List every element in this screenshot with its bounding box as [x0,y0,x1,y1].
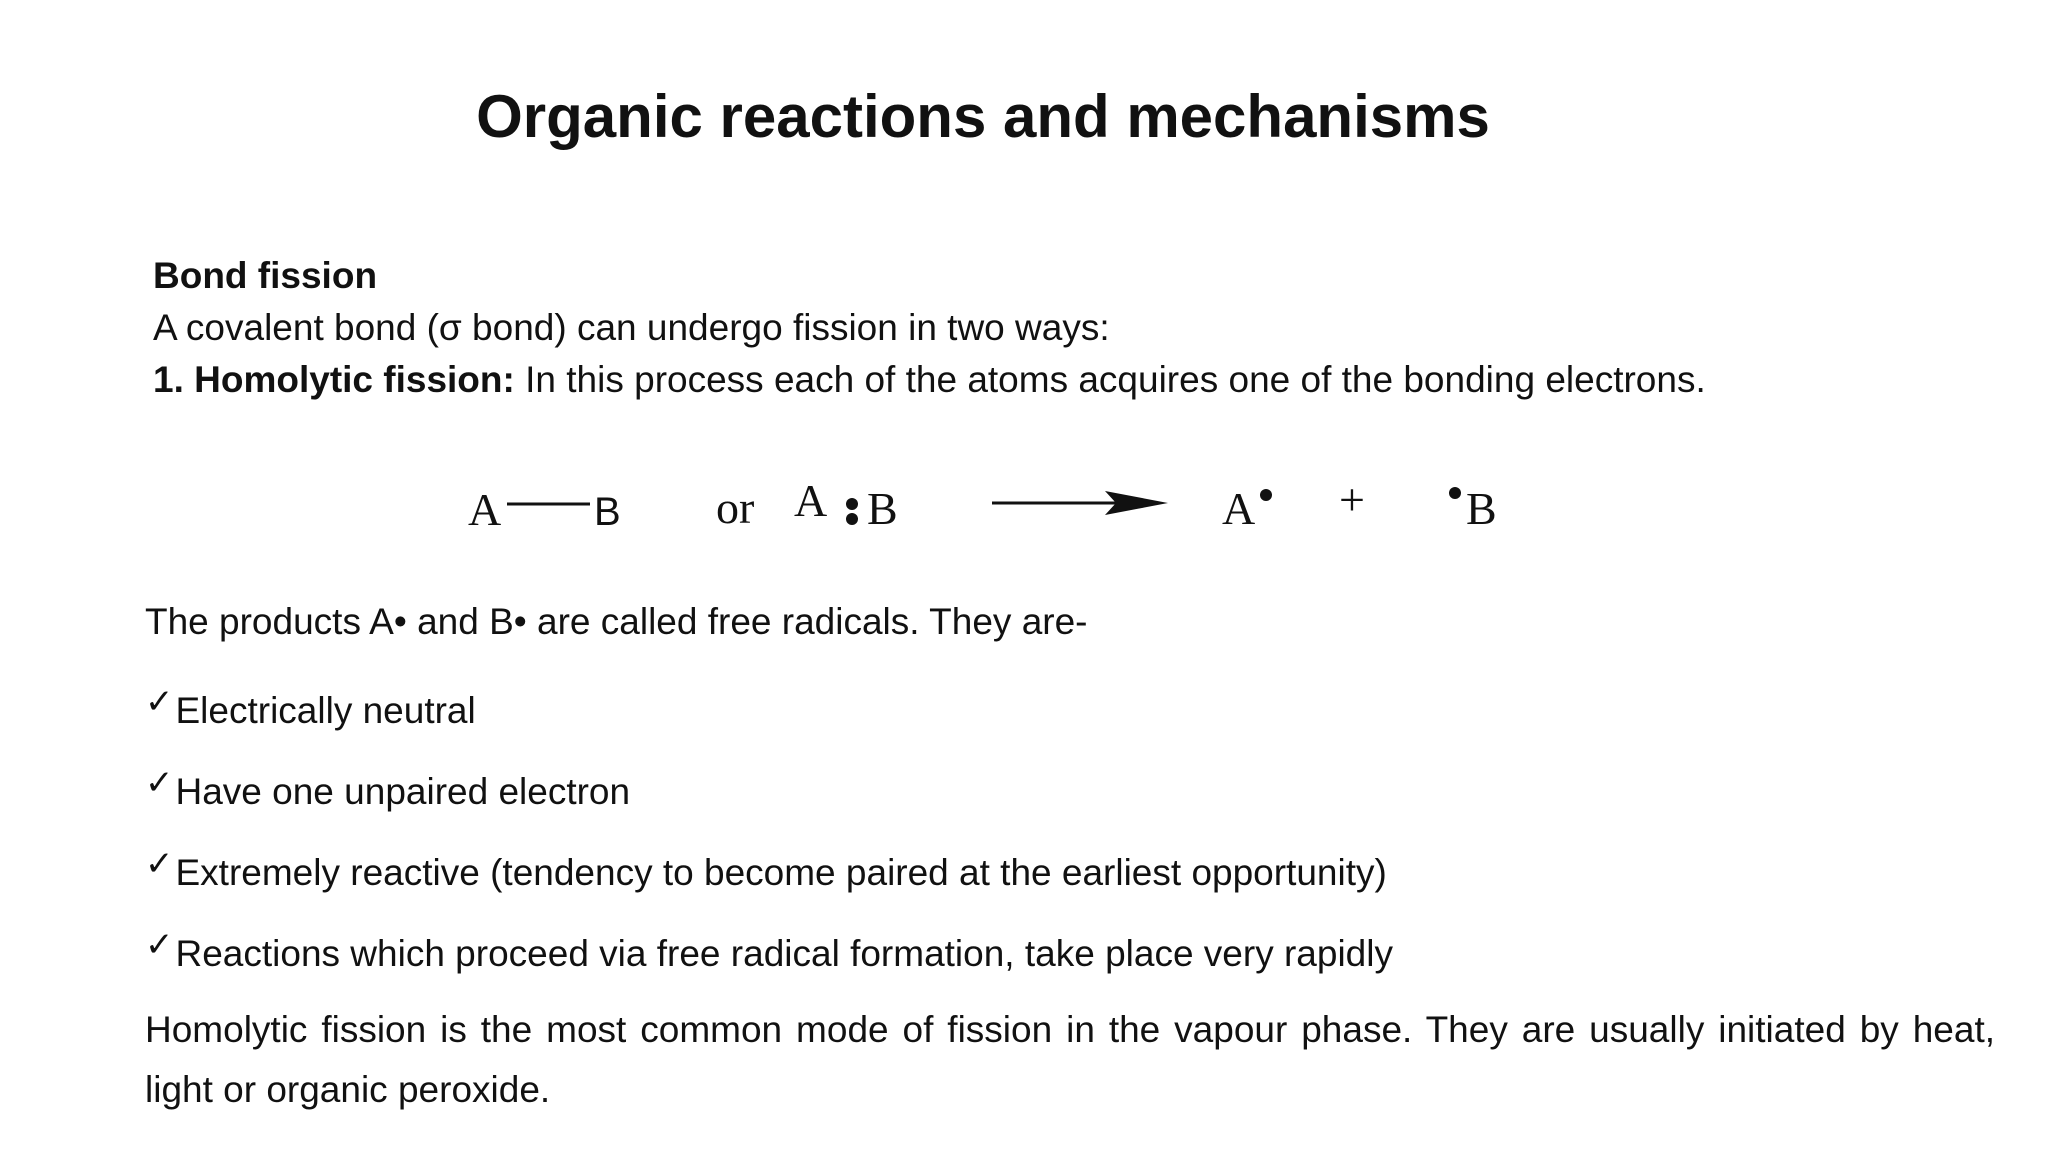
property-item [145,838,1387,899]
check-icon: ✓ [145,845,174,883]
radical-dot-a [1260,489,1272,501]
product-a: A [1222,483,1256,534]
check-icon: ✓ [145,764,174,802]
section-heading: Bond fission [153,255,378,296]
pair-b: B [867,483,898,534]
reactant-b: B [594,490,621,534]
check-icon: ✓ [145,683,174,721]
check-icon: ✓ [145,926,174,964]
pair-a: A [794,475,828,526]
homolytic-label: 1. Homolytic fission: [153,359,515,400]
or-text: or [716,482,755,533]
fission-equation [0,455,2048,565]
intro-line: A covalent bond (σ bond) can undergo fission in two ways: [153,307,1110,348]
homolytic-definition [153,354,1953,406]
slide-title: Organic reactions and mechanisms [476,83,1490,150]
property-text: Reactions which proceed via free radical formation, take place very rapidly [175,933,1393,974]
property-text: Extremely reactive (tendency to become paired at the earliest opportunity) [175,852,1387,893]
electron-pair-dot-bottom [846,513,858,525]
product-b: B [1466,483,1497,534]
radical-dot-b [1449,487,1461,499]
homolytic-text: In this process each of the atoms acquires one of the bonding electrons. [514,359,1706,400]
radicals-intro: The products A• and B• are called free radicals. They are- [145,601,1088,642]
property-item [145,757,630,818]
electron-pair-dot-top [846,498,858,510]
reactant-a: A [468,484,502,535]
intro-section [153,250,1953,406]
property-item [145,919,1393,980]
equation-graphics [0,455,2048,565]
property-item [145,676,476,737]
property-text: Electrically neutral [175,690,476,731]
plus-sign: + [1339,474,1365,525]
property-text: Have one unpaired electron [175,771,631,812]
closing-paragraph: Homolytic fission is the most common mode of fission in the vapour phase. They are usually initiated by heat, light or organic peroxide. [145,1009,1995,1110]
